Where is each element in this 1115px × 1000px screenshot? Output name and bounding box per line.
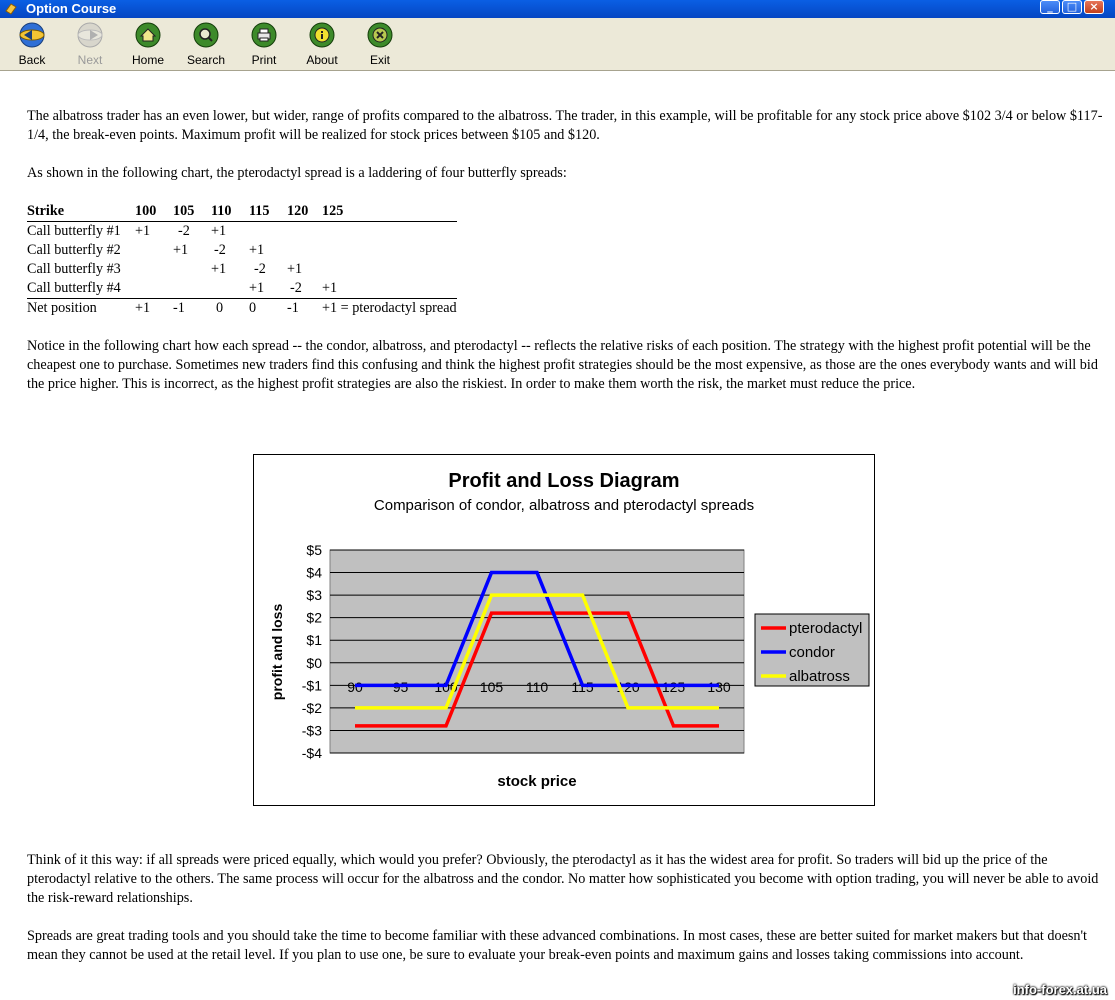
table-header-cell: Strike [27,202,135,222]
search-icon [193,22,219,48]
table-row [27,241,457,260]
chart-title: Profit and Loss Diagram [448,470,680,492]
table-cell: -2 [178,223,190,239]
x-tick-label: 90 [347,678,363,695]
app-icon [4,2,18,15]
table-header-cell: 115 [249,202,287,222]
table-cell: Net position [27,300,97,316]
table-cell: -2 [254,261,266,277]
search-label: Search [186,53,226,67]
table-cell: +1 [173,242,189,258]
profit-loss-chart [253,454,875,806]
about-button[interactable] [298,22,346,67]
table-cell: +1 [135,300,151,316]
minimize-button[interactable] [1040,0,1060,14]
legend-label-albatross: albatross [789,668,850,685]
print-button[interactable] [240,22,288,67]
x-tick-label: 115 [571,678,594,695]
table-cell [322,260,457,279]
strike-table [27,202,457,318]
table-row [27,260,457,279]
window-title: Option Course [26,1,117,16]
lesson-content-lower [27,851,1107,965]
x-tick-label: 95 [392,678,409,695]
table-cell: -1 [173,300,185,316]
next-button[interactable] [66,22,114,67]
about-label: About [306,53,338,67]
table-cell: -2 [214,242,226,258]
legend-label-pterodactyl: pterodactyl [789,620,863,637]
paragraph-4: Think of it this way: if all spreads were priced equally, which would you prefer? Obviously, the pterodactyl as it has the widest area for profit. So traders will bid up the price of the pterodactyl relative to the others. The same process will occur for the albatross and the condor. No matter how sophisticated you become with option trading, you will never be able to avoid the risk-reward relationships. [27,852,1099,906]
table-cell: +1 [249,279,287,299]
print-label: Print [251,53,277,67]
table-cell: -1 [287,300,299,316]
table-cell: Call butterfly #3 [27,261,121,277]
table-cell [173,260,211,279]
table-cell [322,222,457,242]
table-cell [322,241,457,260]
paragraph-5: Spreads are great trading tools and you should take the time to become familiar with these advanced combinations. In most cases, these are better suited for market makers but that doesn't mean they cannot be used at the retail level. If you plan to use one, be sure to evaluate your break-even points and maximum gains and losses taking commissions into account. [27,928,1087,963]
table-cell: +1 [322,279,457,299]
table-cell [287,241,322,260]
y-tick-label: $5 [306,542,322,558]
y-tick-label: $1 [306,632,322,649]
home-label: Home [131,53,164,67]
back-button[interactable] [8,22,56,67]
table-cell: 0 [249,300,257,316]
chart-svg [254,455,874,805]
exit-icon [367,22,393,48]
plot-area [330,550,744,753]
print-icon [251,22,277,48]
title-bar [0,0,1115,18]
table-cell: Call butterfly #1 [27,223,121,239]
info-icon [309,22,335,48]
y-tick-labels [302,542,322,761]
table-row [27,299,457,319]
legend [755,614,869,686]
table-cell [135,279,173,299]
lesson-content [27,107,1107,394]
x-tick-label: 125 [661,678,686,695]
table-header-cell: 125 [322,202,457,222]
back-label: Back [18,53,46,67]
y-tick-label: $4 [306,564,322,581]
y-tick-label: -$3 [301,722,322,739]
table-cell [211,279,249,299]
table-row [27,222,457,242]
paragraph-3: Notice in the following chart how each spread -- the condor, albatross, and pterodactyl -- reflects the relative risks of each position. The strategy with the highest profit potential will be the cheapest one to purchase. Sometimes new traders find this confusing and think the highest profit strategies should be the most expensive, as those are the ones everybody wants and will bid the price higher. This is incorrect, as the highest profit strategies are also the riskiest. In order to make them worth the risk, the market must reduce the price. [27,338,1098,392]
table-cell [173,279,211,299]
paragraph-1: The albatross trader has an even lower, but wider, range of profits compared to the albatross. The trader, in this example, will be profitable for any stock price above $102 3/4 or below $117-1/4, the break-even points. Maximum profit will be realized for stock prices between $105 and $120. [27,108,1103,143]
table-row [27,279,457,299]
table-header-cell: 105 [173,202,211,222]
table-header-cell: 120 [287,202,322,222]
table-cell: +1 [287,261,303,277]
y-tick-label: -$1 [301,677,322,694]
x-tick-label: 130 [707,678,731,695]
table-cell: +1 [211,261,227,277]
close-icon: × [1089,0,1099,13]
table-cell: +1 [211,223,227,239]
table-cell: +1 = pterodactyl spread [322,300,457,316]
maximize-button[interactable] [1062,0,1082,14]
next-label: Next [77,53,103,67]
table-cell [135,260,173,279]
y-tick-label: -$2 [301,699,322,716]
table-cell: Call butterfly #2 [27,242,121,258]
y-tick-label: $3 [306,587,322,604]
chart-subtitle: Comparison of condor, albatross and pterodactyl spreads [373,497,755,514]
table-header-row [27,202,457,222]
legend-label-condor: condor [789,644,835,661]
table-cell [287,222,322,242]
next-arrow-icon [77,22,103,48]
y-tick-label: $0 [306,654,322,671]
home-button[interactable] [124,22,172,67]
search-button[interactable] [182,22,230,67]
table-header-cell: 100 [135,202,173,222]
exit-button[interactable] [356,22,404,67]
table-cell [249,222,287,242]
x-axis-label: stock price [497,773,577,790]
table-header-cell: 110 [211,202,249,222]
x-tick-label: 110 [525,678,549,695]
y-axis-label: profit and loss [269,603,285,701]
home-icon [135,22,161,48]
table-cell [135,241,173,260]
table-cell: Call butterfly #4 [27,279,135,299]
table-cell: 0 [216,300,224,316]
table-cell: +1 [135,223,151,239]
table-cell: -2 [287,279,322,299]
x-tick-label: 100 [434,678,458,695]
close-button[interactable] [1084,0,1104,14]
maximize-icon: □ [1066,0,1078,13]
y-tick-label: -$4 [301,745,322,761]
table-cell: +1 [249,242,265,258]
x-tick-label: 120 [616,678,640,695]
back-arrow-icon [19,22,45,48]
y-tick-label: $2 [306,609,322,626]
paragraph-2: As shown in the following chart, the pterodactyl spread is a laddering of four butterfly spreads: [27,165,567,181]
watermark: info-forex.at.ua [1013,982,1107,997]
toolbar [0,18,1115,71]
exit-label: Exit [369,53,390,67]
minimize-icon: _ [1047,0,1053,13]
x-tick-label: 105 [479,678,504,695]
